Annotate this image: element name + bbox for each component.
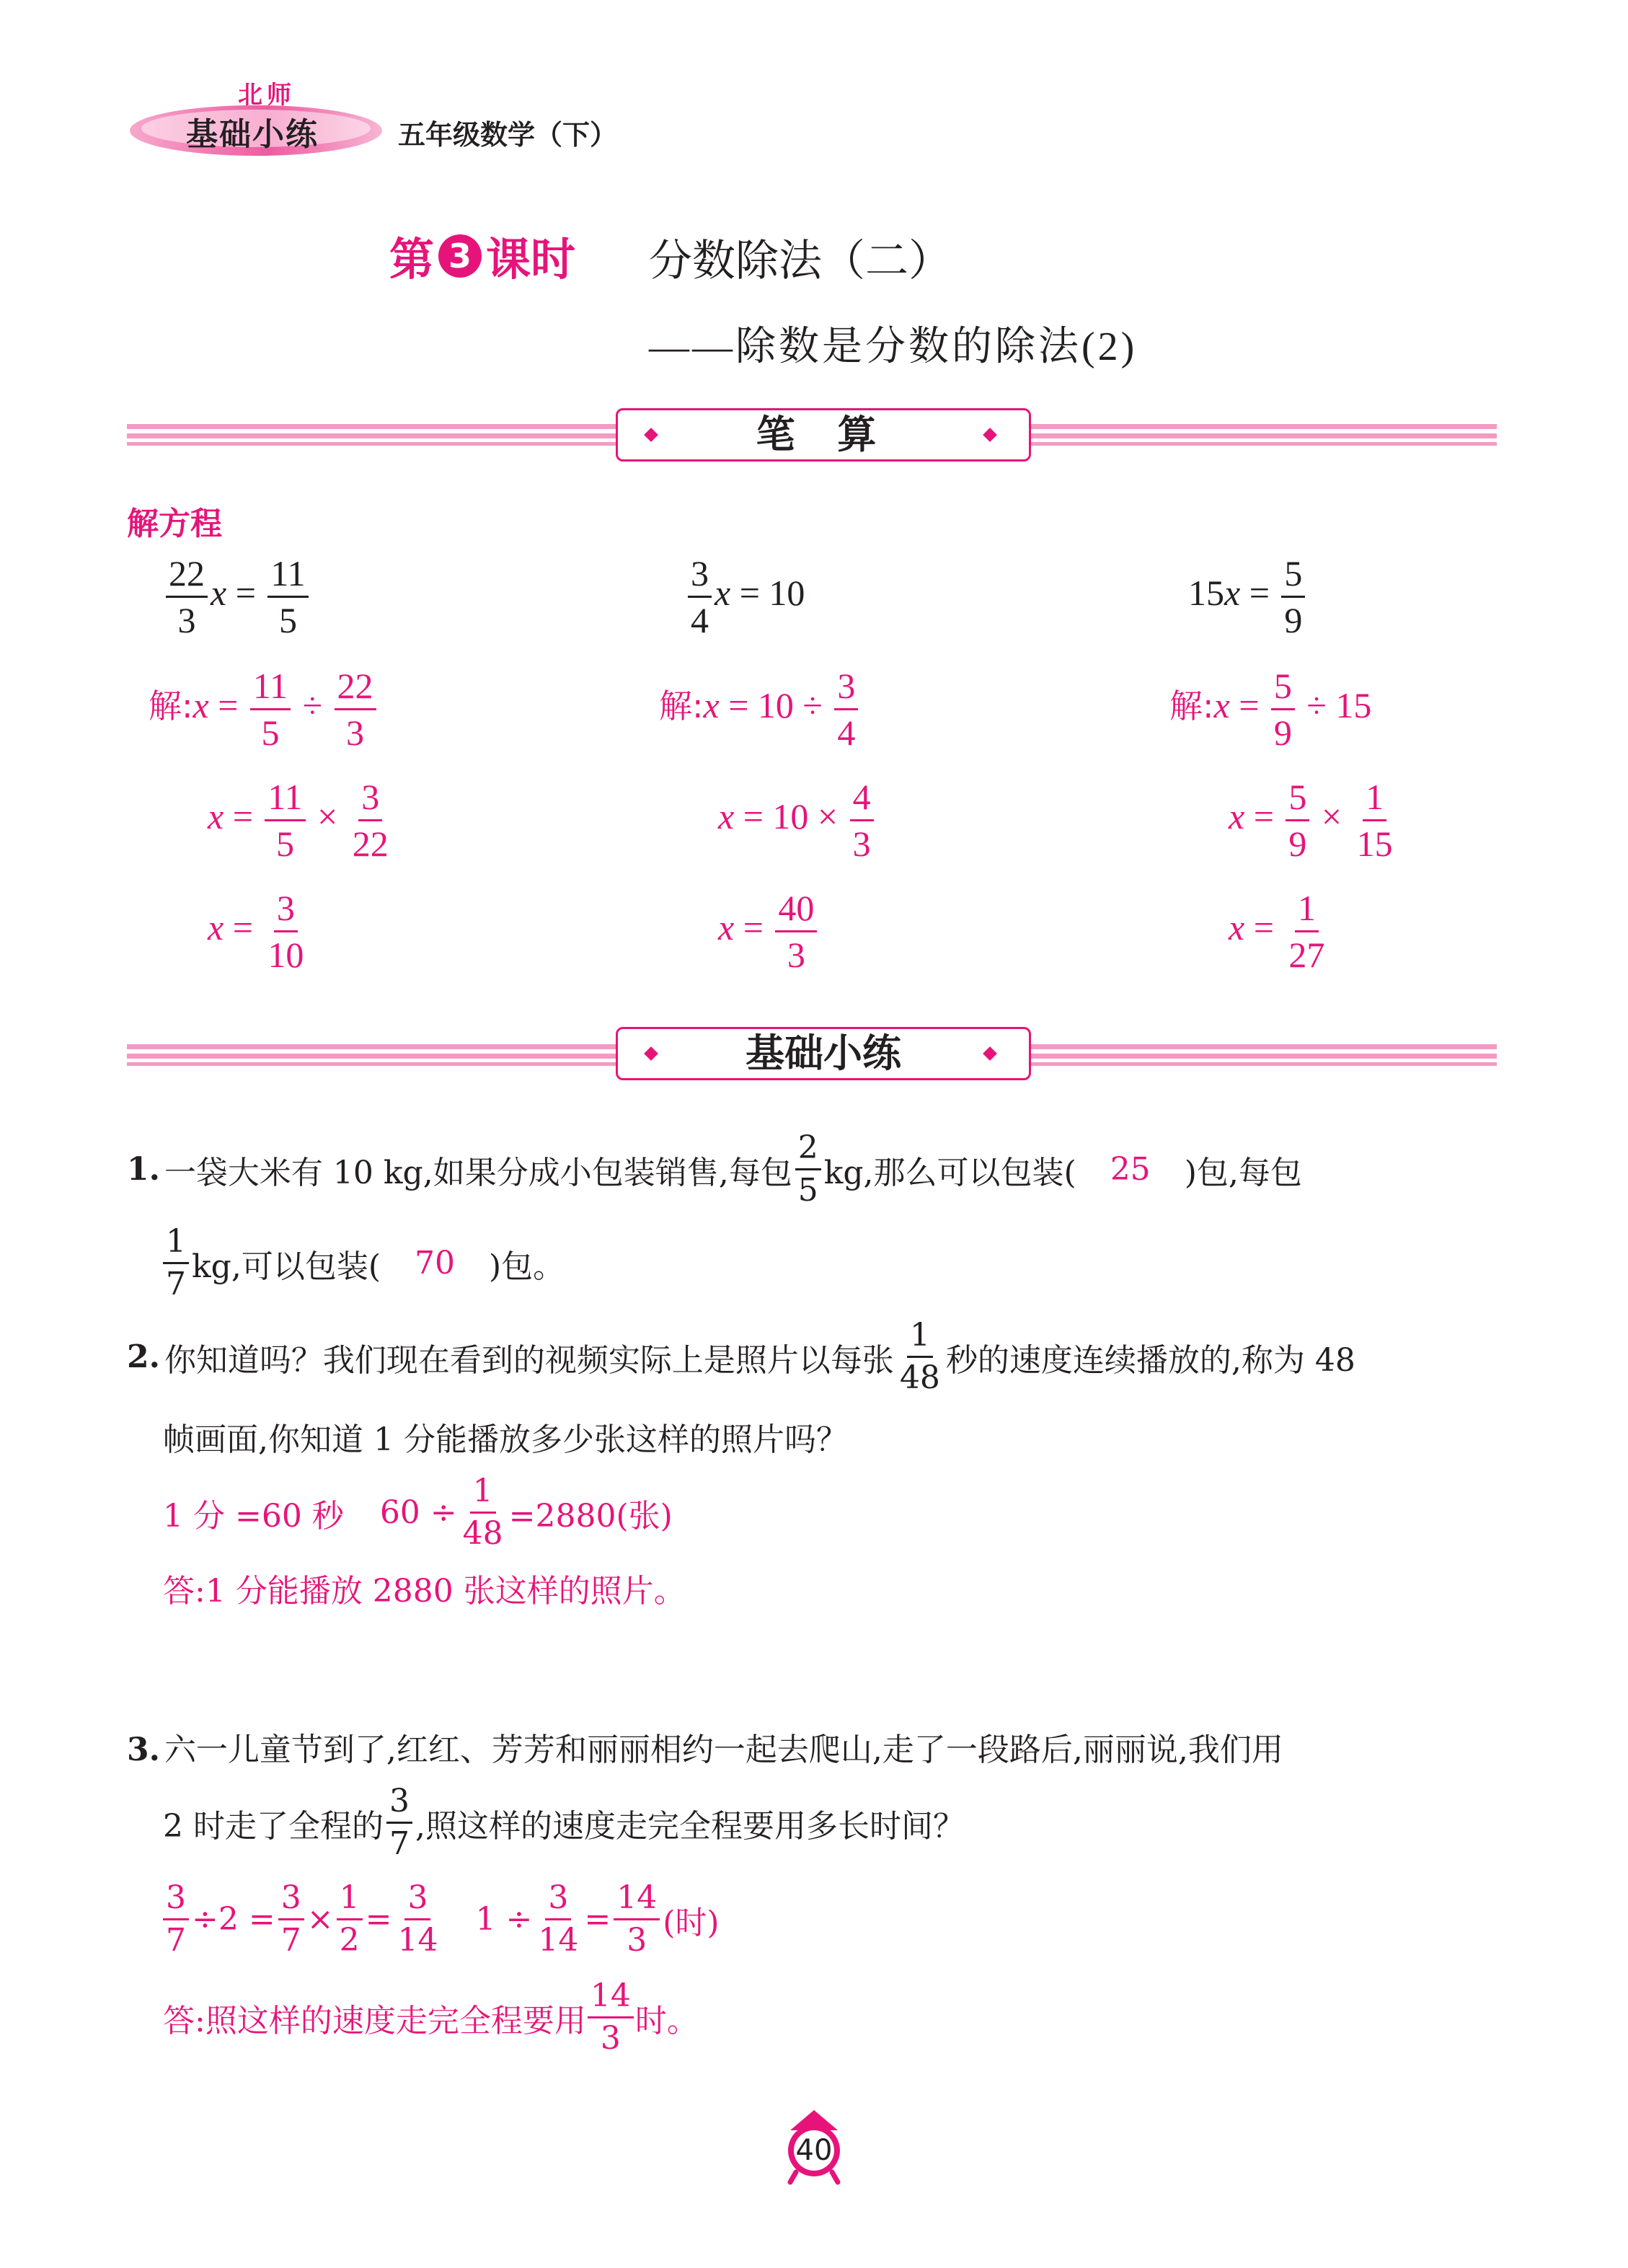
answer-blank-2: 70 [414, 1245, 455, 1281]
question-3-work: $\frac{3}{7}$ ÷2 = $\frac{3}{7}$ × $\frac{1}{2}$ = $\frac{3}{14}$ 1 ÷ $\frac{3}{14}$ = $\frac{14}{3}$ (时) [163, 1882, 720, 1956]
lesson-label-pre: 第 [389, 233, 435, 286]
equation-3: 15x = $\frac{5}{9}$ [1188, 555, 1308, 638]
question-2-answer: 答:1 分能播放 2880 张这样的照片。 [163, 1573, 686, 1610]
question-2-line-2: 帧画面,你知道 1 分能播放多少张这样的照片吗？ [163, 1421, 848, 1458]
solution-2-step-2: x = 10 × $\frac{4}{3}$ [718, 779, 877, 862]
answer-blank-1: 25 [1110, 1151, 1151, 1188]
section1-title: 笔 算 [756, 412, 891, 457]
solution-1-step-1: 解:x = $\frac{11}{5}$ ÷ $\frac{22}{3}$ [149, 668, 379, 751]
solution-2-step-1: 解:x = 10 ÷ $\frac{3}{4}$ [659, 668, 861, 751]
solution-3-step-3: x = $\frac{1}{27}$ [1229, 888, 1325, 975]
brand-top: 北师 [238, 81, 296, 110]
lesson-title: 分数除法（二） [649, 236, 952, 286]
section2-title: 基础小练 [746, 1031, 901, 1076]
lesson-number-badge: 3 [438, 234, 482, 278]
lesson-label-post: 课时 [486, 233, 576, 286]
question-3-answer: 答:照这样的速度走完全程要用 $\frac{14}{3}$ 时。 [163, 1977, 699, 2057]
equation-1: $\frac{22}{3}$ x = $\frac{11}{5}$ [163, 555, 311, 638]
question-3-line-1: 3. 六一儿童节到了,红红、芳芳和丽丽相约一起去爬山,走了一段路后,丽丽说,我们用 [127, 1731, 1283, 1768]
solution-1-step-3: x = $\frac{3}{10}$ [208, 888, 304, 975]
question-3-line-2: 2 时走了全程的 $\frac{3}{7}$ ,照这样的速度走完全程要用多长时间？ [163, 1783, 965, 1862]
page-number: 40 [795, 2134, 833, 2167]
brand-main: 基础小练 [186, 116, 319, 153]
question-1-line-2: $\frac{1}{7}$ kg,可以包装( 70 )包。 [163, 1226, 565, 1300]
question-2-line-1: 2. 你知道吗？我们现在看到的视频实际上是照片以每张 $\frac{1}{48}$ 秒的速度连续播放的,称为 48 [127, 1317, 1355, 1396]
book-title: 五年级数学（下） [398, 119, 618, 151]
task-label: 解方程 [127, 506, 222, 542]
solution-3-step-1: 解:x = $\frac{5}{9}$ ÷ 15 [1169, 666, 1372, 753]
question-2-work: 1 分 =60 秒 60 ÷ $\frac{1}{48}$ =2880(张) [163, 1473, 673, 1552]
equation-2: $\frac{3}{4}$ x = 10 [685, 555, 805, 638]
solution-3-step-2: x = $\frac{5}{9}$ × $\frac{1}{15}$ [1229, 777, 1393, 864]
solution-2-step-3: x = $\frac{40}{3}$ [718, 890, 820, 973]
lesson-label [389, 224, 575, 288]
question-1-line-1: 1. 一袋大米有 10 kg,如果分成小包装销售,每包 $\frac{2}{5}$ kg,那么可以包装( 25 )包,每包 [127, 1129, 1302, 1209]
lesson-subtitle: ——除数是分数的除法(2) [649, 325, 1138, 369]
page-number-badge [774, 2106, 854, 2185]
solution-1-step-2: x = $\frac{11}{5}$ × $\frac{3}{22}$ [208, 777, 389, 864]
